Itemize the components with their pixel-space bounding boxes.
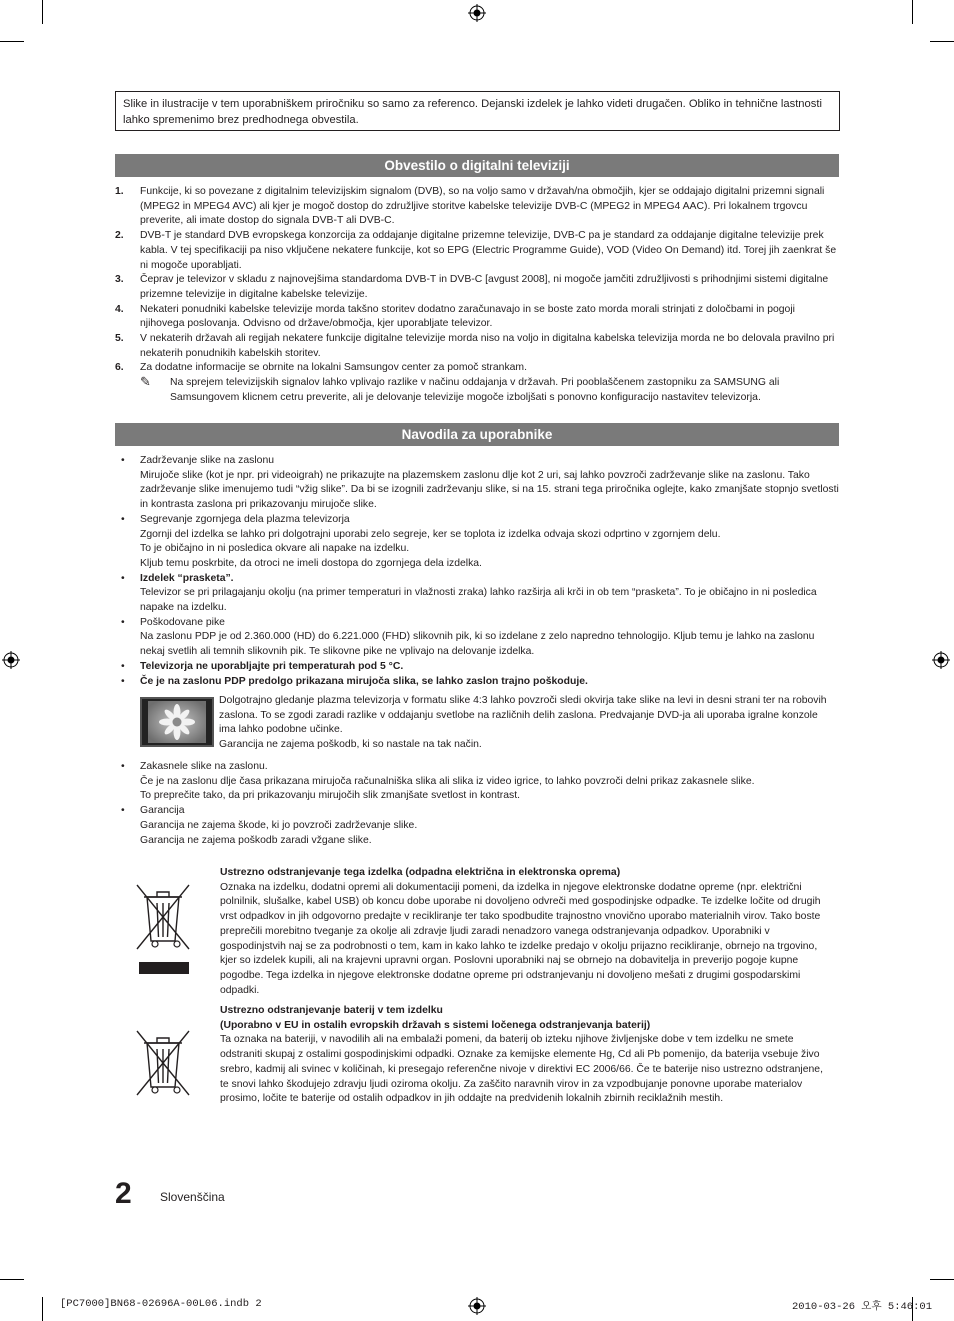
- footer-language: Slovenščina: [160, 1190, 225, 1204]
- list-item: • Garancija Garancija ne zajema škode, ki jo povzroči zadrževanje slike. Garancija ne zajema poškodb zaradi vžgane slike.: [121, 805, 418, 846]
- user-instructions-list: [115, 454, 839, 689]
- tv-flower-image: [140, 697, 214, 747]
- print-slug-left: [PC7000]BN68-02696A-00L06.indb 2: [60, 1298, 262, 1310]
- crop-mark: [0, 1279, 24, 1280]
- user-instructions-list-2: [115, 760, 839, 848]
- list-item: • Če je na zaslonu PDP predolgo prikazana mirujoča slika, se lahko zaslon trajno poškoduje.: [121, 675, 588, 687]
- registration-mark-icon: [932, 651, 950, 669]
- crop-mark: [42, 0, 43, 24]
- list-item: 5. V nekaterih državah ali regijah nekatere funkcije digitalne televizije morda niso na voljo in digitalna kabelska televizija morda ne bo delovala pravilno pri nekaterih ponudnikih kabelskih storitev.: [115, 333, 835, 359]
- print-slug-right: 2010-03-26 오후 5:46:01: [792, 1301, 933, 1313]
- list-item: • Segrevanje zgornjega dela plazma televizorja Zgornji del izdelka se lahko pri dolgotrajni uporabi zelo segreje, ker se toplota iz izdelka odvaja skozi odprtino v zgornjem delu. To je običajno in ni posledica okvare ali napake na izdelku. Kljub temu poskrbite, da otroci ne imeli dostopa do zgornjega dela izdelka.: [121, 513, 721, 569]
- crop-mark: [912, 0, 913, 24]
- registration-mark-icon: [468, 1297, 486, 1315]
- list-item: 4. Nekateri ponudniki kabelske televizije morda takšno storitev dodatno zaračunavajo in se boste zato morda morali strinjati z določbami in pogoji njihovega poslovanja. Odvisno od države/območja, kjer uporabljate televizor.: [115, 303, 795, 330]
- image-caption: Dolgotrajno gledanje plazma televizorja v formatu slike 4:3 lahko povzroči sledi okvirja take slike na levi in desni strani ter na robovih zaslona. To se zgodi zaradi razlike v oddajanju svetlobe na različnih delih zaslona. Predvajanje DVD-ja ali uporaba igralne konzole ima lahko podobne učinke. Garancija ne zajema poškodb, ki so nastale na tak način.: [219, 695, 827, 751]
- list-item: • Televizorja ne uporabljajte pri temperaturah pod 5 °C.: [121, 660, 404, 672]
- note: ✎ Na sprejem televizijskih signalov lahko vplivajo razlike v načinu oddajanja v državah. Pri pooblaščenem zastopniku za SAMSUNG ali Samsungovem klicnem cetru preverite, ali je delovanje televizije mogoče izboljšati s ponovno konfiguracijo nastavitev televizorja.: [140, 374, 780, 403]
- crossed-bin-icon: [133, 879, 193, 974]
- crop-mark: [930, 1279, 954, 1280]
- crop-mark: [930, 41, 954, 42]
- list-item: 3. Čeprav je televizor v skladu z najnovejšima standardoma DVB-T in DVB-C [avgust 2008], ni mogoče jamčiti združljivosti s prihodnjimi sistemi digitalne prizemne televizije in digitalne kabelske televizije.: [115, 274, 829, 300]
- reference-notice: Slike in ilustracije v tem uporabniškem priročniku so samo za referenco. Dejanski izdelek je lahko videti drugačen. Obliko in tehnične lastnosti lahko spremenimo brez predhodnega obvestila.: [115, 91, 840, 131]
- battery-section: Ustrezno odstranjevanje baterij v tem izdelku (Uporabno v EU in ostalih evropskih državah s sistemi ločenega odstranjevanja baterij) Ta oznaka na bateriji, v navodilih ali na embalaži pomeni, da baterij ob izteku njihove življenjske dobe v tem izdelku ne smete odstraniti skupaj z ostalimi gospodinjskimi odpadki. Oznake za kemijske elemente Hg, Cd ali Pb pomenijo, da baterija vsebuje živo srebro, kadmij ali svinec v količinah, ki presegajo referenčne nivoje v direktivi EC 2006/66. Če te baterije niso ustrezno odstranjene, te snovi lahko škodujejo zdravju ljudi oziroma okolju. Za zaščito naravnih virov in za vzpodbujanje ponovne uporabe materialov prosimo, ločite te baterije od ostalih odpadkov in jih oddajte na predvidenih lokalnih zbirnih reciklažnih mestih.: [220, 1005, 823, 1105]
- crossed-bin-icon: [133, 1025, 193, 1097]
- section-title-digital-tv: Obvestilo o digitalni televiziji: [115, 154, 839, 177]
- crop-mark: [42, 1297, 43, 1321]
- digital-tv-list: [115, 185, 840, 406]
- list-item: • Izdelek “prasketa”. Televizor se pri prilagajanju okolju (na primer temperaturi in vlažnosti zraka) lahko razširja ali krči in ob tem “prasketa”. To je običajno in ni posledica napake na izdelku.: [121, 572, 817, 614]
- registration-mark-icon: [2, 651, 20, 669]
- crop-mark: [0, 41, 24, 42]
- list-item: 2. DVB-T je standard DVB evropskega konzorcija za oddajanje digitalne prizemne televizije, DVB-C pa je standard za oddajanje digitalne televizije prek kabla. V tej specifikaciji pa niso vključene nekatere funkcije, kot so EPG (Electric Programme Guide), VOD (Video On Demand) itd. Torej jih zaenkrat še ni mogoče uporabljati.: [115, 230, 837, 271]
- registration-mark-icon: [468, 4, 486, 22]
- list-item: • Zadrževanje slike na zaslonu Mirujoče slike (kot je npr. pri videoigrah) ne prikazujte na plazemskem zaslonu dlje kot 2 uri, saj lahko povzroči zadrževanje slike na zaslonu. Tako zadrževanje slike imenujemo tudi “vžig slike”. Da bi se izognili zadrževanju slike, si na 15. strani tega priročnika oglejte, kako zmanjšate stopnjo svetlosti in kontrasta zaslona pri prikazovanju mirujoče slike.: [121, 455, 839, 511]
- list-item: • Zakasnele slike na zaslonu. Če je na zaslonu dlje časa prikazana mirujoča računalniška slika ali slika iz video igrice, to lahko povzroči delni prikaz zakasnele slike. To preprečite tako, da pri prikazovanju mirujočih slik zmanjšate svetlost in kontrast.: [121, 761, 755, 802]
- weee-section: Ustrezno odstranjevanje tega izdelka (odpadna električna in elektronska oprema) Oznaka na izdelku, dodatni opremi ali dokumentaciji pomeni, da izdelka in njegove elektronske dodatne opreme (npr. električni polnilnik, slušalke, kabel USB) ob koncu dobe uporabe ni dovoljeno odvreči med gospodinjske odpadke. Te izdelke ločite od drugih vrst odpadkov in jih odgovorno predajte v recikliranje ter tako spodbudite trajnostno vnovično uporabo materialnih virov. Tako boste preprečili morebitno tveganje za okolje ali zdravje ljudi zaradi nenadzoro vanega odstranjevanja odpadkov. Uporabniki v gospodinjstvih naj se za podrobnosti o tem, kam in kako lahko te izdelke predajo v okolju prijazno recikliranje, obrnejo na trgovino, kjer so izdelek kupili, ali na krajevni upravni organ. Poslovni uporabniki naj se obrnejo na dobavitelja in preverijo pogoje kupne pogodbe. Tega izdelka in njegove elektronske dodatne opreme pri odstranjevanju ni dovoljeno mešati z drugimi gospodarskimi odpadki.: [220, 867, 821, 996]
- page-number: 2: [115, 1177, 132, 1210]
- list-item: 1. Funkcije, ki so povezane z digitalnim televizijskim signalom (DVB), so na voljo samo v državah/na območjih, kjer se oddajajo digitalni prizemni signali (MPEG2 in MPEG4 AVC) ali kjer je mogoč dostop do združljive storitve kabelske televizije DVB-C (MPEG2 in MPEG4 AAC). Pri lokalnem trgovcu preverite, ali imate dostop do signala DVB-T ali DVB-C.: [115, 186, 825, 227]
- section-title-user-instructions: Navodila za uporabnike: [115, 423, 839, 446]
- list-item: 6. Za dodatne informacije se obrnite na lokalni Samsungov center za pomoč strankam.: [115, 362, 527, 374]
- pencil-note-icon: ✎: [140, 374, 151, 390]
- list-item: • Poškodovane pike Na zaslonu PDP je od 2.360.000 (HD) do 6.221.000 (FHD) slikovnih pik, ki so izdelane z zelo napredno tehnologijo. Kljub temu je lahko na zaslonu nekaj svetlih ali temnih slikovnih pik. Te slikovne pike ne vplivajo na delovanje izdelka.: [121, 616, 815, 658]
